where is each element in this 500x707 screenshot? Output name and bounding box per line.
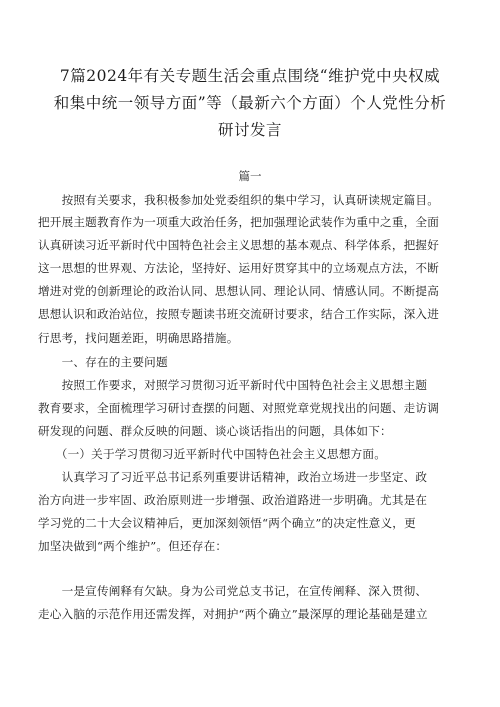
body-line: 走心入脑的示范作用还需发挥，对拥护“两个确立”最深厚的理论基础是建立: [38, 607, 428, 621]
document-title-line-3: 研讨发言: [217, 121, 282, 139]
body-line: 教育要求，全面梳理学习研讨查摆的问题、对照党章党规找出的问题、走访调: [38, 401, 439, 415]
body-line: 认真研读习近平新时代中国特色社会主义思想的基本观点、科学体系，把握好: [38, 238, 439, 252]
body-line: 按照有关要求，我积极参加处党委组织的集中学习，认真研读规定篇目。: [38, 193, 439, 207]
section-heading: 篇一: [238, 169, 262, 183]
body-line: 一是宣传阐释有欠缺。身为公司党总支书记，在宣传阐释、深入贯彻、: [38, 584, 428, 598]
subheading: （一）关于学习贯彻习近平新时代中国特色社会主义思想方面。: [38, 447, 387, 461]
body-line: 这一思想的世界观、方法论，坚持好、运用好贯穿其中的立场观点方法，不断: [38, 261, 439, 275]
body-line: 思想认识和政治站位，按照专题读书班交流研讨要求，结合工作实际，深入进: [38, 307, 439, 321]
body-line: 加坚决做到“两个维护”。但还存在：: [38, 539, 228, 553]
subheading: 一、存在的主要问题: [38, 355, 168, 369]
body-line: 把开展主题教育作为一项重大政治任务，把加强理论武装作为重中之重，全面: [38, 215, 439, 229]
document-title-line-2: 和集中统一领导方面”等（最新六个方面）个人党性分析: [53, 94, 447, 112]
body-line: 按照工作要求，对照学习贯彻习近平新时代中国特色社会主义思想主题: [38, 378, 428, 392]
body-line: 研发现的问题、群众反映的问题、谈心谈话指出的问题，具体如下：: [38, 424, 392, 438]
body-line: 认真学习了习近平总书记系列重要讲话精神，政治立场进一步坚定、政: [38, 470, 428, 484]
body-line: 学习党的二十大会议精神后，更加深刻领悟“两个确立”的决定性意义，更: [38, 516, 416, 530]
body-line: 治方向进一步牢固、政治原则进一步增强、政治道路进一步明确。尤其是在: [38, 493, 428, 507]
document-title-line-1: 7篇2024年有关专题生活会重点围绕“维护党中央权威: [59, 67, 441, 85]
body-line: 增进对党的创新理论的政治认同、思想认同、理论认同、情感认同。不断提高: [38, 284, 439, 298]
body-line: 行思考，找问题差距，明确思路措施。: [38, 331, 239, 345]
